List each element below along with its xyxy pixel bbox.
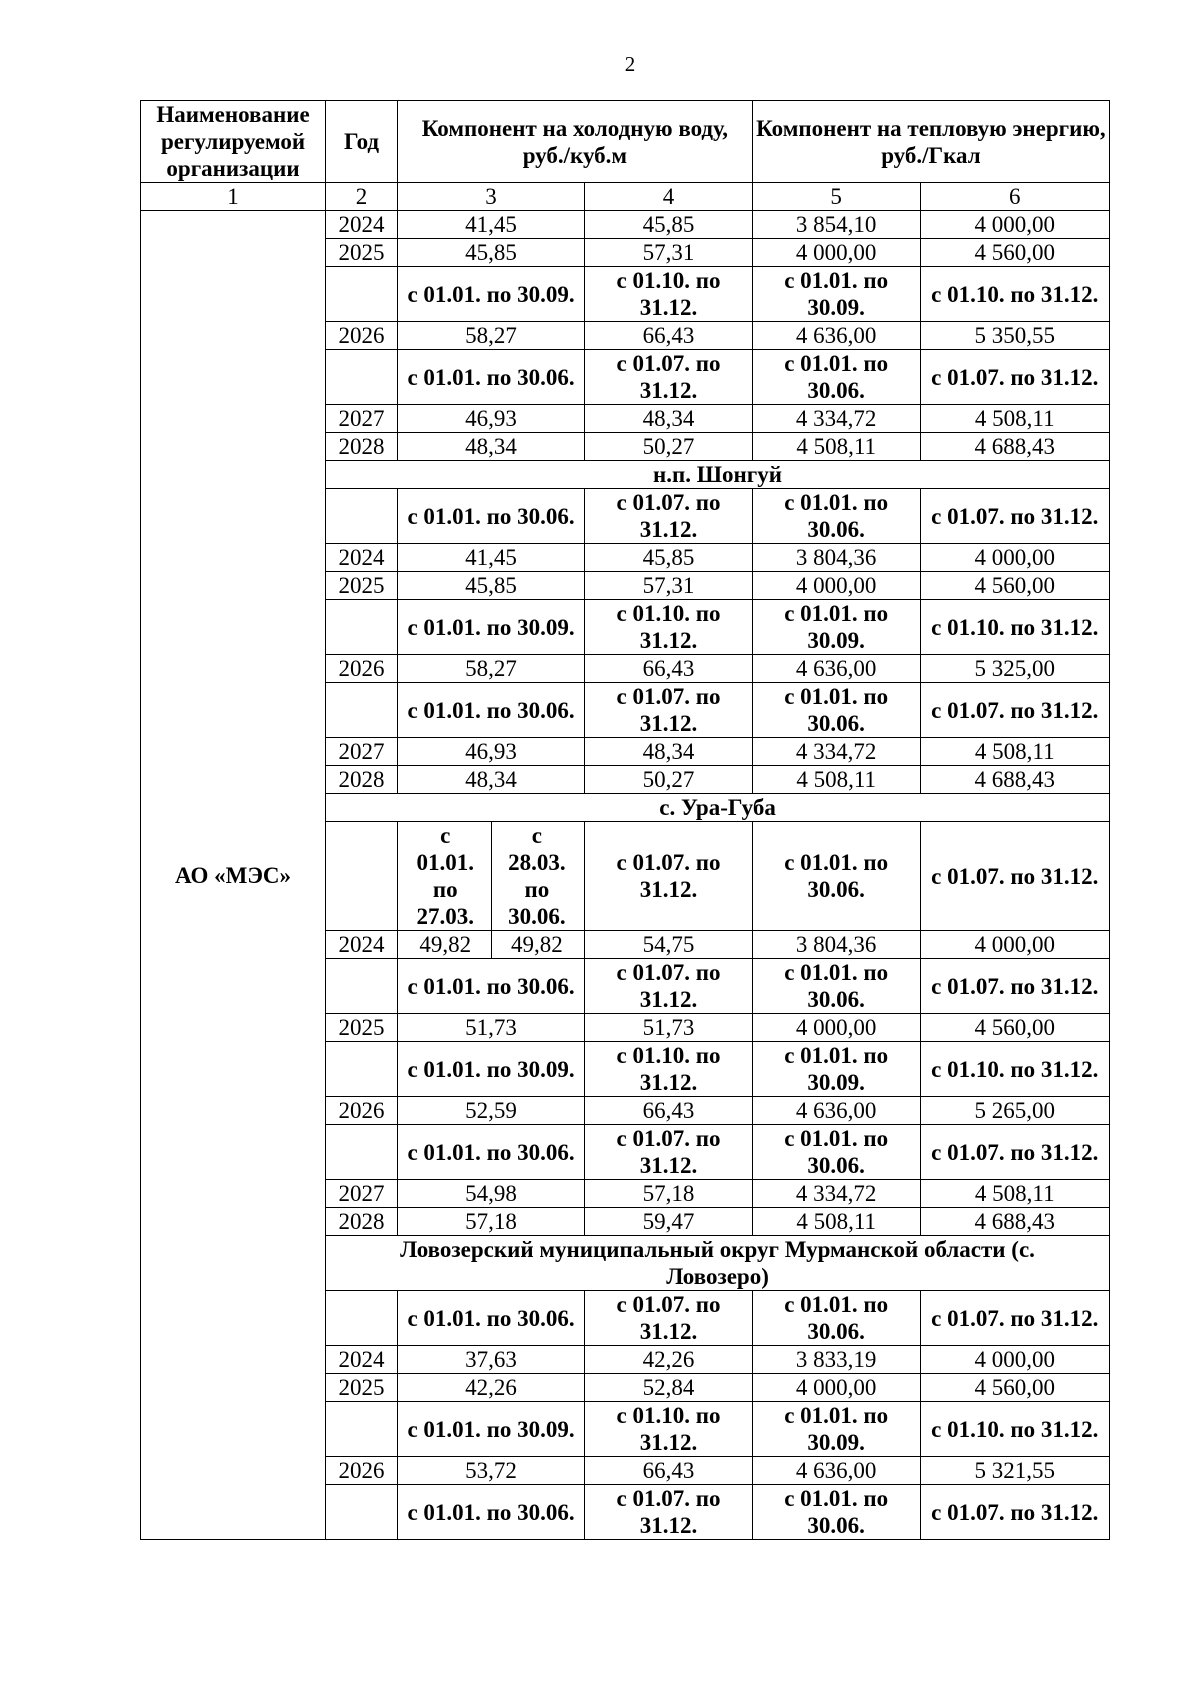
- empty-cell: [326, 1042, 398, 1097]
- value-cell: 5 325,00: [920, 655, 1110, 683]
- period-cell: с 01.10. по 31.12.: [585, 1042, 753, 1097]
- header-cold-water: Компонент на холодную воду, руб./куб.м: [397, 101, 752, 183]
- value-cell: 4 508,11: [920, 1180, 1110, 1208]
- value-cell: 66,43: [585, 322, 753, 350]
- period-cell: с 01.10. по 31.12.: [920, 267, 1110, 322]
- empty-cell: [326, 1402, 398, 1457]
- page-number: 2: [624, 52, 636, 76]
- table-header-row: [141, 101, 1110, 183]
- period-cell: с 01.07. по 31.12.: [920, 489, 1110, 544]
- value-cell: 4 636,00: [752, 322, 920, 350]
- period-cell: с 01.01. по 30.09.: [397, 1042, 584, 1097]
- col-num: 2: [326, 183, 398, 211]
- period-cell: с 01.01. по 30.06.: [752, 1125, 920, 1180]
- header-heat: Компонент на тепловую энергию, руб./Гкал: [752, 101, 1109, 183]
- value-cell: 4 636,00: [752, 1457, 920, 1485]
- period-cell: с 01.01. по 30.06.: [752, 350, 920, 405]
- value-cell: 66,43: [585, 1097, 753, 1125]
- value-cell: 51,73: [585, 1014, 753, 1042]
- value-cell: 59,47: [585, 1208, 753, 1236]
- value-cell: 5 321,55: [920, 1457, 1110, 1485]
- value-cell: 52,84: [585, 1374, 753, 1402]
- value-cell: 45,85: [397, 572, 584, 600]
- value-cell: 46,93: [397, 738, 584, 766]
- value-cell: 45,85: [397, 239, 584, 267]
- empty-cell: [326, 600, 398, 655]
- empty-cell: [326, 959, 398, 1014]
- year-cell: 2027: [326, 1180, 398, 1208]
- section-title-shongui: н.п. Шонгуй: [326, 461, 1110, 489]
- value-cell: 3 854,10: [752, 211, 920, 239]
- year-cell: 2028: [326, 766, 398, 794]
- value-cell: 4 688,43: [920, 1208, 1110, 1236]
- year-cell: 2027: [326, 738, 398, 766]
- period-cell: с 01.01. по 30.06.: [752, 1485, 920, 1540]
- value-cell: 4 560,00: [920, 1374, 1110, 1402]
- period-cell: с 01.01. по 30.09.: [752, 267, 920, 322]
- value-cell: 4 508,11: [752, 766, 920, 794]
- split-period-cell: [397, 822, 584, 931]
- value-cell: 50,27: [585, 766, 753, 794]
- col-num: 5: [752, 183, 920, 211]
- period-cell: с 01.07. по 31.12.: [585, 350, 753, 405]
- year-cell: 2026: [326, 322, 398, 350]
- value-cell: 48,34: [585, 405, 753, 433]
- value-cell: 57,18: [397, 1208, 584, 1236]
- period-cell: с 01.01. по 30.09.: [752, 600, 920, 655]
- period-cell: с 01.01. по 30.06.: [752, 489, 920, 544]
- value-cell: 42,26: [585, 1346, 753, 1374]
- empty-cell: [326, 683, 398, 738]
- tariff-table: [140, 100, 1110, 1540]
- empty-cell: [326, 267, 398, 322]
- year-cell: 2028: [326, 1208, 398, 1236]
- period-cell: с 01.07. по 31.12.: [585, 489, 753, 544]
- value-cell: 53,72: [397, 1457, 584, 1485]
- period-cell: с 01.01. по 30.06.: [397, 350, 584, 405]
- year-cell: 2024: [326, 211, 398, 239]
- period-cell: с 01.01. по 30.06.: [397, 489, 584, 544]
- period-cell: с 01.07. по 31.12.: [585, 683, 753, 738]
- value-cell: 4 560,00: [920, 239, 1110, 267]
- value-cell: 57,18: [585, 1180, 753, 1208]
- value-cell: 48,34: [585, 738, 753, 766]
- period-cell: с 01.01. по 30.06.: [397, 1291, 584, 1346]
- period-cell: с 01.01. по 30.09.: [397, 600, 584, 655]
- period-cell: с 01.01. по 30.06.: [397, 959, 584, 1014]
- year-cell: 2025: [326, 1374, 398, 1402]
- period-cell: с 01.07. по 31.12.: [585, 959, 753, 1014]
- period-cell: с 01.10. по 31.12.: [920, 1042, 1110, 1097]
- period-cell: с 28.03. по 30.06.: [491, 822, 583, 930]
- period-cell: с 01.01. по 30.06.: [752, 1291, 920, 1346]
- period-cell: с 01.10. по 31.12.: [585, 267, 753, 322]
- value-cell: 4 000,00: [920, 931, 1110, 959]
- value-cell: 57,31: [585, 572, 753, 600]
- value-cell: 4 560,00: [920, 1014, 1110, 1042]
- value-cell: 41,45: [397, 544, 584, 572]
- period-cell: с 01.01. по 30.09.: [397, 267, 584, 322]
- period-cell: с 01.01. по 30.09.: [752, 1042, 920, 1097]
- organization-name: АО «МЭС»: [141, 211, 326, 1540]
- value-cell: 4 508,11: [920, 738, 1110, 766]
- value-cell: 4 000,00: [920, 1346, 1110, 1374]
- header-year: Год: [326, 101, 398, 183]
- value-cell: 45,85: [585, 544, 753, 572]
- value-cell: 48,34: [397, 433, 584, 461]
- empty-cell: [326, 350, 398, 405]
- period-cell: с 01.07. по 31.12.: [920, 959, 1110, 1014]
- value-cell: 66,43: [585, 655, 753, 683]
- value-cell: 5 350,55: [920, 322, 1110, 350]
- value-cell: 52,59: [397, 1097, 584, 1125]
- value-cell: 4 636,00: [752, 655, 920, 683]
- value-cell: 49,82: [491, 931, 583, 958]
- period-cell: с 01.01. по 30.06.: [397, 1485, 584, 1540]
- col-num: 6: [920, 183, 1110, 211]
- value-cell: 51,73: [397, 1014, 584, 1042]
- value-cell: 4 334,72: [752, 738, 920, 766]
- value-cell: 4 000,00: [752, 239, 920, 267]
- value-cell: 4 000,00: [920, 544, 1110, 572]
- period-cell: с 01.01. по 30.06.: [752, 822, 920, 931]
- empty-cell: [326, 1125, 398, 1180]
- value-cell: 66,43: [585, 1457, 753, 1485]
- period-cell: с 01.10. по 31.12.: [920, 1402, 1110, 1457]
- value-cell: 4 508,11: [752, 1208, 920, 1236]
- value-cell: 58,27: [397, 655, 584, 683]
- value-cell: 41,45: [397, 211, 584, 239]
- value-cell: 5 265,00: [920, 1097, 1110, 1125]
- column-numbers-row: [141, 183, 1110, 211]
- value-cell: 42,26: [397, 1374, 584, 1402]
- value-cell: 46,93: [397, 405, 584, 433]
- period-cell: с 01.01. по 27.03.: [416, 823, 474, 929]
- period-cell: с 01.07. по 31.12.: [585, 1291, 753, 1346]
- year-cell: 2025: [326, 572, 398, 600]
- header-org: Наименование регулируемой организации: [141, 101, 326, 183]
- value-cell: 4 000,00: [752, 1374, 920, 1402]
- value-cell: 50,27: [585, 433, 753, 461]
- value-cell: 57,31: [585, 239, 753, 267]
- col-num: 4: [585, 183, 753, 211]
- year-cell: 2028: [326, 433, 398, 461]
- period-cell: с 01.01. по 30.06.: [397, 1125, 584, 1180]
- year-cell: 2024: [326, 1346, 398, 1374]
- period-cell: с 01.07. по 31.12.: [585, 822, 753, 931]
- value-cell: 4 688,43: [920, 766, 1110, 794]
- value-cell: 4 508,11: [752, 433, 920, 461]
- value-cell: 4 334,72: [752, 1180, 920, 1208]
- empty-cell: [326, 1291, 398, 1346]
- period-cell: с 01.07. по 31.12.: [585, 1125, 753, 1180]
- value-cell: 3 804,36: [752, 931, 920, 959]
- section-title-ura-guba: с. Ура-Губа: [326, 794, 1110, 822]
- period-cell: с 01.07. по 31.12.: [920, 1291, 1110, 1346]
- value-cell: 48,34: [397, 766, 584, 794]
- period-cell: с 01.01. по 30.09.: [397, 1402, 584, 1457]
- table-row: [141, 211, 1110, 239]
- section-title-lovozero: Ловозерский муниципальный округ Мурманской области (с. Ловозеро): [326, 1236, 1110, 1291]
- value-cell: 54,98: [397, 1180, 584, 1208]
- year-cell: 2026: [326, 1457, 398, 1485]
- value-cell: 4 636,00: [752, 1097, 920, 1125]
- value-cell: 4 000,00: [920, 211, 1110, 239]
- value-cell: 58,27: [397, 322, 584, 350]
- col-num: 1: [141, 183, 326, 211]
- period-cell: с 01.10. по 31.12.: [585, 600, 753, 655]
- period-cell: с 01.01. по 30.06.: [397, 683, 584, 738]
- value-cell: 4 000,00: [752, 572, 920, 600]
- value-cell: 3 833,19: [752, 1346, 920, 1374]
- empty-cell: [326, 489, 398, 544]
- period-cell: с 01.07. по 31.12.: [920, 1485, 1110, 1540]
- period-cell: с 01.07. по 31.12.: [920, 683, 1110, 738]
- period-cell: с 01.01. по 30.06.: [752, 683, 920, 738]
- value-cell: 54,75: [585, 931, 753, 959]
- value-cell: 45,85: [585, 211, 753, 239]
- empty-cell: [326, 822, 398, 931]
- period-cell: с 01.01. по 30.09.: [752, 1402, 920, 1457]
- value-cell: 4 000,00: [752, 1014, 920, 1042]
- value-cell: 4 560,00: [920, 572, 1110, 600]
- col-num: 3: [397, 183, 584, 211]
- year-cell: 2024: [326, 544, 398, 572]
- period-cell: с 01.10. по 31.12.: [920, 600, 1110, 655]
- year-cell: 2027: [326, 405, 398, 433]
- value-cell: 4 508,11: [920, 405, 1110, 433]
- period-cell: с 01.07. по 31.12.: [585, 1485, 753, 1540]
- split-value-cell: [397, 931, 584, 959]
- year-cell: 2026: [326, 655, 398, 683]
- period-cell: с 01.10. по 31.12.: [585, 1402, 753, 1457]
- period-cell: с 01.07. по 31.12.: [920, 350, 1110, 405]
- empty-cell: [326, 1485, 398, 1540]
- period-cell: с 01.07. по 31.12.: [920, 822, 1110, 931]
- value-cell: 37,63: [397, 1346, 584, 1374]
- year-cell: 2026: [326, 1097, 398, 1125]
- value-cell: 4 334,72: [752, 405, 920, 433]
- year-cell: 2024: [326, 931, 398, 959]
- period-cell: с 01.07. по 31.12.: [920, 1125, 1110, 1180]
- year-cell: 2025: [326, 239, 398, 267]
- value-cell: 49,82: [419, 932, 472, 957]
- period-cell: с 01.01. по 30.06.: [752, 959, 920, 1014]
- value-cell: 3 804,36: [752, 544, 920, 572]
- year-cell: 2025: [326, 1014, 398, 1042]
- value-cell: 4 688,43: [920, 433, 1110, 461]
